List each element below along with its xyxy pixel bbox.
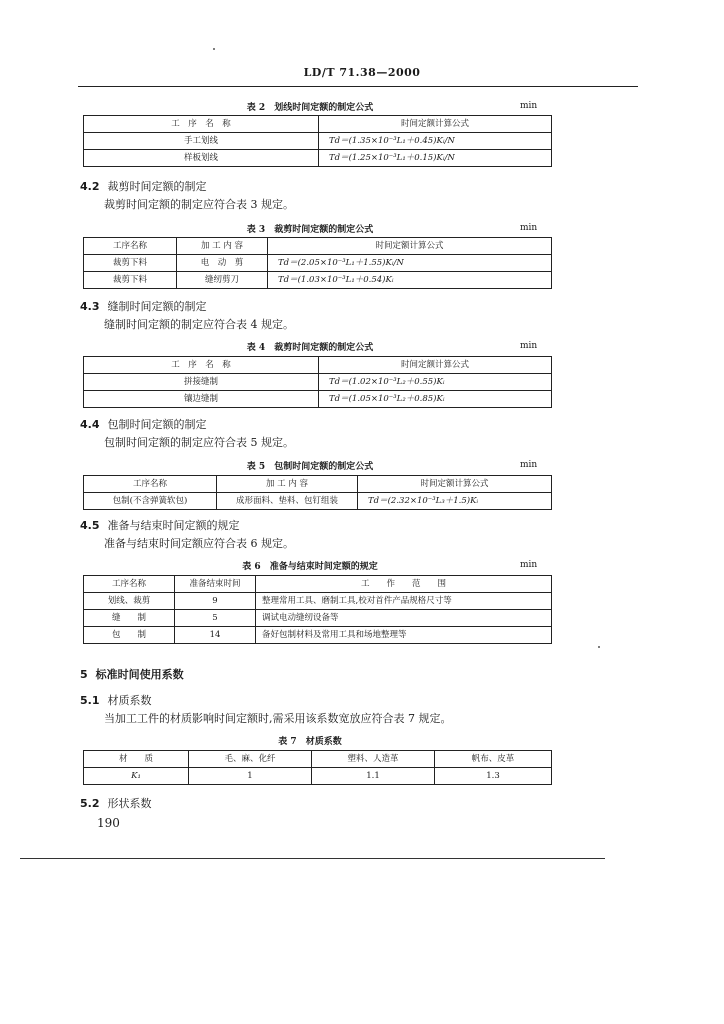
table2-cell: 样板划线 <box>84 150 319 167</box>
table6-cell: 划线、裁剪 <box>84 593 175 610</box>
section-title: 形状系数 <box>107 797 152 810</box>
table4-cell: 拼接缝制 <box>84 374 319 391</box>
table-row <box>84 610 552 627</box>
table6-cell: 缝 制 <box>84 610 175 627</box>
table3-header-cell: 时间定额计算公式 <box>268 238 552 255</box>
table7-cell: 1.3 <box>435 768 552 785</box>
table5-header-cell: 加 工 内 容 <box>217 476 358 493</box>
section-number: 4.4 <box>80 418 100 431</box>
section-5-heading <box>80 666 184 682</box>
table2-cell: Td＝(1.25×10⁻³L₁＋0.15)Kᵢ/N <box>319 150 552 167</box>
section-title: 材质系数 <box>107 694 152 707</box>
table2-cell: Td＝(1.35×10⁻³L₁＋0.45)Kᵢ/N <box>319 133 552 150</box>
table6-cell: 整理常用工具、磨制工具,校对首件产品规格尺寸等 <box>256 593 552 610</box>
section-4-5-heading <box>80 517 240 533</box>
table-row <box>84 768 552 785</box>
section-4-2-text: 裁剪时间定额的制定应符合表 3 规定。 <box>104 198 294 211</box>
table7-cell: 1.1 <box>312 768 435 785</box>
table5-cell: 包制(不含弹簧软包) <box>84 493 217 510</box>
table2-header-cell: 工 序 名 称 <box>84 116 319 133</box>
table4 <box>83 356 552 408</box>
section-4-2-heading <box>80 178 207 194</box>
table2-cell: 手工划线 <box>84 133 319 150</box>
table3 <box>83 237 552 289</box>
table4-unit: min <box>520 341 538 351</box>
table3-cell: 裁剪下料 <box>84 272 177 289</box>
table5-header-cell: 时间定额计算公式 <box>358 476 552 493</box>
table-row <box>84 593 552 610</box>
table6-cell: 14 <box>175 627 256 644</box>
section-number: 4.2 <box>80 180 100 193</box>
page-number: 190 <box>97 816 120 830</box>
table4-header-cell: 工 序 名 称 <box>84 357 319 374</box>
table4-cell: Td＝(1.05×10⁻³L₂＋0.85)Kᵢ <box>319 391 552 408</box>
scan-speck <box>213 48 215 50</box>
table-row <box>84 272 552 289</box>
table4-caption: 表 4 裁剪时间定额的制定公式 <box>246 343 374 353</box>
section-number: 5 <box>80 668 88 681</box>
table5-unit: min <box>520 460 538 470</box>
section-number: 5.1 <box>80 694 100 707</box>
table4-cell: Td＝(1.02×10⁻³L₂＋0.55)Kᵢ <box>319 374 552 391</box>
table5-cell: Td＝(2.32×10⁻³L₃＋1.5)Kᵢ <box>358 493 552 510</box>
section-5-2-heading <box>80 795 152 811</box>
footer-rule <box>20 858 605 859</box>
table7-header-cell: 塑料、人造革 <box>312 751 435 768</box>
table6-unit: min <box>520 560 538 570</box>
section-5-1-heading <box>80 692 152 708</box>
table7-header-cell: 材 质 <box>84 751 189 768</box>
table6-cell: 9 <box>175 593 256 610</box>
table-row <box>84 627 552 644</box>
table-row <box>84 391 552 408</box>
table7-header-cell: 毛、麻、化纤 <box>189 751 312 768</box>
section-title: 包制时间定额的制定 <box>107 418 207 431</box>
table7 <box>83 750 552 785</box>
page-header: LD/T 71.38—2000 <box>303 66 421 79</box>
table-row <box>84 374 552 391</box>
section-4-3-heading <box>80 298 207 314</box>
table2-caption: 表 2 划线时间定额的制定公式 <box>246 103 374 113</box>
table6-header-cell: 工 作 范 围 <box>256 576 552 593</box>
table2-unit: min <box>520 101 538 111</box>
section-5-1-text: 当加工工件的材质影响时间定额时,需采用该系数宽放应符合表 7 规定。 <box>104 712 452 725</box>
table6-cell: 调试电动缝纫设备等 <box>256 610 552 627</box>
table4-cell: 镶边缝制 <box>84 391 319 408</box>
table5-caption: 表 5 包制时间定额的制定公式 <box>246 462 374 472</box>
table3-header-cell: 工序名称 <box>84 238 177 255</box>
table-row <box>84 133 552 150</box>
table5-cell: 成形面料、垫料、包钉组装 <box>217 493 358 510</box>
table3-cell: 缝纫剪刀 <box>177 272 268 289</box>
table-row <box>84 150 552 167</box>
table-row <box>84 493 552 510</box>
table6-cell: 5 <box>175 610 256 627</box>
table3-cell: Td＝(2.05×10⁻³L₁＋1.55)Kᵢ/N <box>268 255 552 272</box>
table3-cell: Td＝(1.03×10⁻³L₁＋0.54)Kᵢ <box>268 272 552 289</box>
table4-header-cell: 时间定额计算公式 <box>319 357 552 374</box>
table6-cell: 包 制 <box>84 627 175 644</box>
table5 <box>83 475 552 510</box>
table3-cell: 电 动 剪 <box>177 255 268 272</box>
table-row <box>84 255 552 272</box>
table5-header-cell: 工序名称 <box>84 476 217 493</box>
section-4-4-text: 包制时间定额的制定应符合表 5 规定。 <box>104 436 294 449</box>
table7-cell: 1 <box>189 768 312 785</box>
table6-cell: 备好包制材料及常用工具和场地整理等 <box>256 627 552 644</box>
section-title: 裁剪时间定额的制定 <box>107 180 207 193</box>
header-rule <box>78 86 638 87</box>
table2-header-cell: 时间定额计算公式 <box>319 116 552 133</box>
section-title: 标准时间使用系数 <box>95 668 184 681</box>
section-number: 4.5 <box>80 519 100 532</box>
section-number: 5.2 <box>80 797 100 810</box>
table7-cell: K₁ <box>84 768 189 785</box>
table7-header-cell: 帆布、皮革 <box>435 751 552 768</box>
table3-cell: 裁剪下料 <box>84 255 177 272</box>
section-title: 缝制时间定额的制定 <box>107 300 207 313</box>
section-number: 4.3 <box>80 300 100 313</box>
scan-speck <box>598 646 600 648</box>
section-4-5-text: 准备与结束时间定额应符合表 6 规定。 <box>104 537 294 550</box>
table6-caption: 表 6 准备与结束时间定额的规定 <box>242 562 378 572</box>
table3-caption: 表 3 裁剪时间定额的制定公式 <box>246 225 374 235</box>
table6-header-cell: 工序名称 <box>84 576 175 593</box>
table2 <box>83 115 552 167</box>
table6-header-cell: 准备结束时间 <box>175 576 256 593</box>
section-title: 准备与结束时间定额的规定 <box>107 519 240 532</box>
table3-unit: min <box>520 223 538 233</box>
section-4-4-heading <box>80 416 207 432</box>
table6 <box>83 575 552 644</box>
table3-header-cell: 加 工 内 容 <box>177 238 268 255</box>
section-4-3-text: 缝制时间定额的制定应符合表 4 规定。 <box>104 318 294 331</box>
table7-caption: 表 7 材质系数 <box>278 737 342 747</box>
